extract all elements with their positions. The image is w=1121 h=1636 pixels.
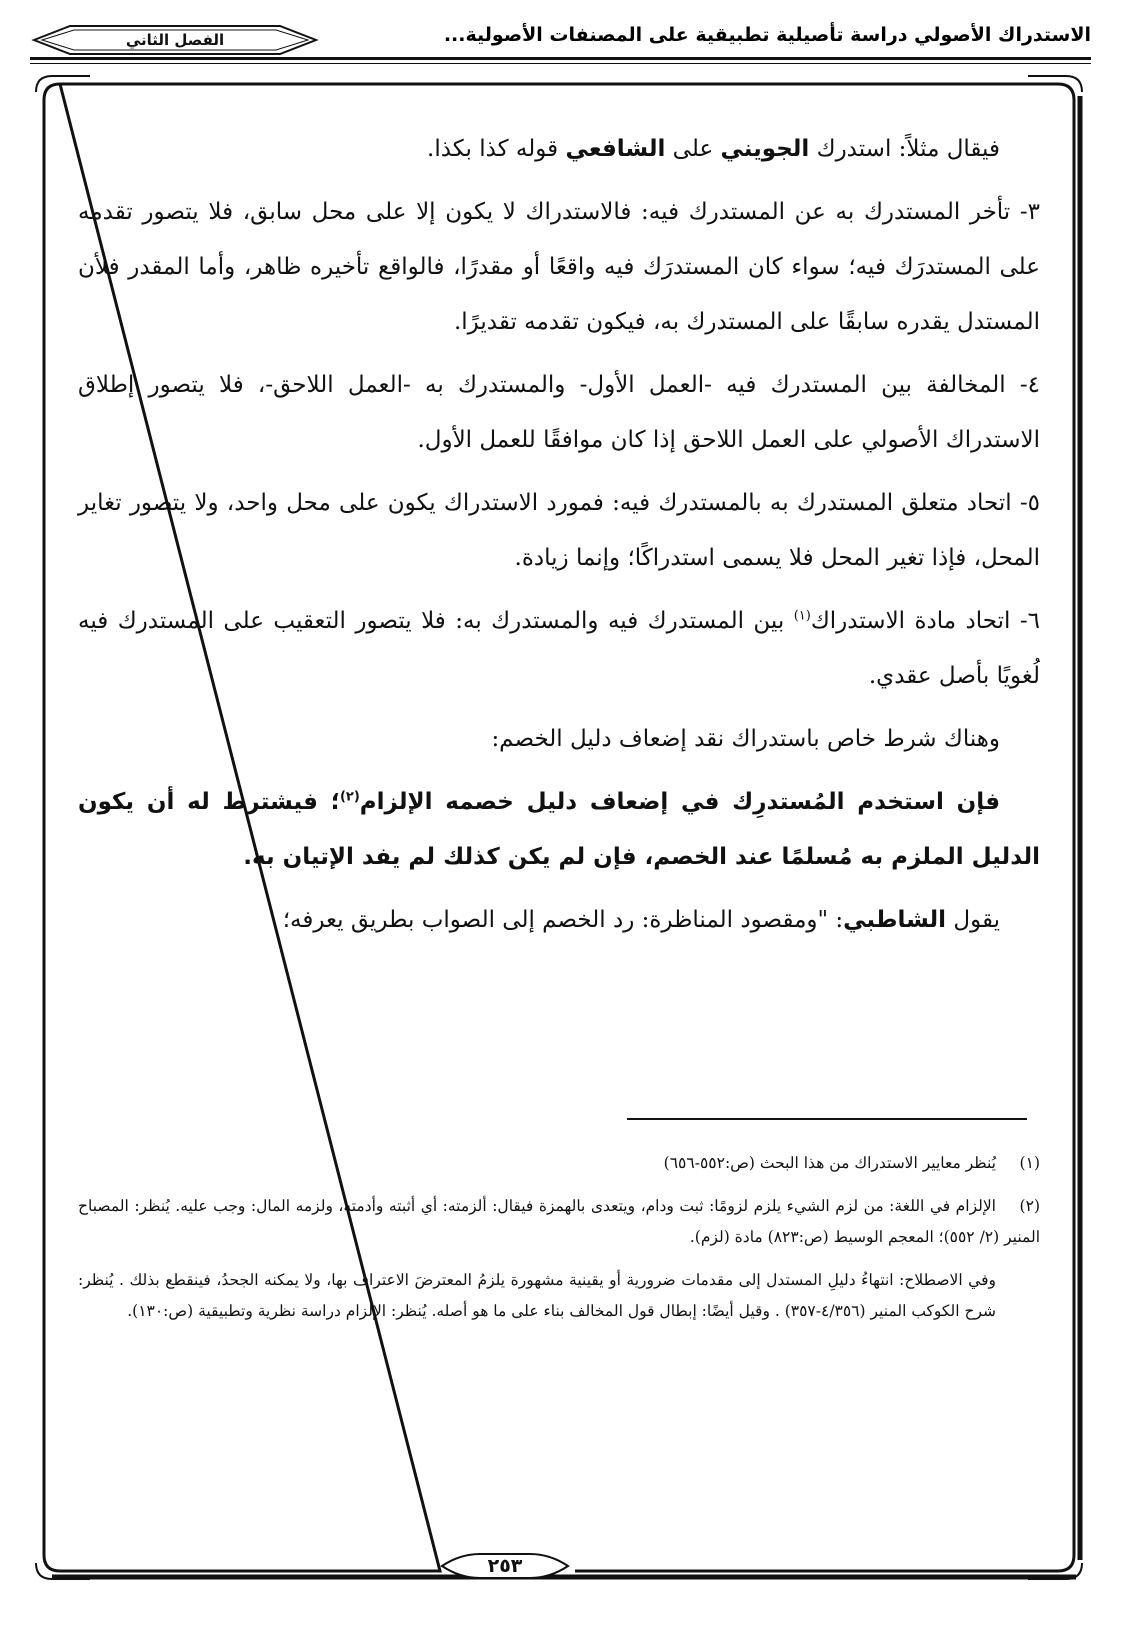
footnotes [78,1148,1040,1339]
footnote-2-number: (٢) [1019,1197,1040,1215]
name-juwayni: الجويني [720,136,810,162]
p1-start: فيقال مثلاً: استدرك [809,136,1000,162]
footnote-2 [78,1191,1040,1253]
p6-start: ٦- اتحاد مادة الاستدراك [810,608,1041,634]
paragraph-condition-3: ٣- تأخر المستدرك به عن المستدرك فيه: فالاستدراك لا يكون إلا على محل سابق، فلا يتصور تقدمه على المستدرَك فيه؛ سواء كان المستدرَك فيه واقعًا أو مقدرًا، فالواقع تأخيره ظاهر، وأما المقدر فلأن المستدل يقدره سابقًا على المستدرك به، فيكون تقدمه تقديرًا. [78,199,1040,335]
p1-mid: على [665,136,721,162]
name-shafii: الشافعي [565,136,666,162]
p1-end: قوله كذا بكذا. [427,136,566,162]
paragraph-condition-4: ٤- المخالفة بين المستدرك فيه -العمل الأول- والمستدرك به -العمل اللاحق-، فلا يتصور إطلاق الاستدراك الأصولي على العمل اللاحق إذا كان موافقًا للعمل الأول. [78,372,1040,453]
p7-end: ؛ فيشترط له أن يكون الدليل الملزم به مُسلمًا عند الخصم، فإن لم يكن كذلك لم يفد الإتيان به. [78,789,1040,870]
p8-start: يقول [946,907,1000,933]
chapter-label: الفصل الثاني [125,31,225,49]
paragraph-shatibi [78,893,1040,948]
page-number: ٢٥٣ [487,1555,523,1577]
running-title: الاستدراك الأصولي دراسة تأصيلية تطبيقية على المصنفات الأصولية... [443,24,1091,46]
footnote-ref-2[interactable]: (٢) [339,789,360,805]
footnote-2-text: الإلزام في اللغة: من لزم الشيء يلزم لزومًا: ثبت ودام، ويتعدى بالهمزة فيقال: ألزمته: أي أثبته وأدمته، ولزمه المال: وجب عليه. يُنظر: المصباح المنير (٢/ ٥٥٢)؛ المعجم الوسيط (ص:٨٢٣) مادة (لزم). [78,1197,1040,1246]
special-condition-heading: وهناك شرط خاص باستدراك نقد إضعاف دليل الخصم: [491,726,1000,752]
footnote-ref-1[interactable]: (١) [793,608,811,624]
p7-start: فإن استخدم المُستدرِك في إضعاف دليل خصمه الإلزام [359,789,1001,815]
footnote-1-number: (١) [1019,1154,1040,1172]
footnote-1 [78,1148,1040,1179]
p6-end: بين المستدرك فيه والمستدرك به: فلا يتصور التعقيب على المستدرك فيه لُغويًا بأصل عقدي. [78,608,1040,689]
paragraph-ilzam [78,775,1040,885]
paragraph-condition-5: ٥- اتحاد متعلق المستدرك به بالمستدرك فيه: فمورد الاستدراك يكون على محل واحد، ولا يتصور تغاير المحل، فإذا تغير المحل فلا يسمى استدراكًا؛ وإنما زيادة. [78,490,1040,571]
page-number-badge [440,1552,570,1580]
footnote-1-text: يُنظر معايير الاستدراك من هذا البحث (ص:٥٥٢-٦٥٦) [663,1154,996,1172]
footnote-2-continued: وفي الاصطلاح: انتهاءُ دليلِ المستدل إلى مقدمات ضرورية أو يقينية مشهورة يلزمُ المعترضَ الاعتراف بها، ولا يمكنه الجحدُ، فينقطع بذلك . يُنظر: شرح الكوكب المنير (٤/٣٥٦-٣٥٧) . وقيل أيضًا: إبطال قول المخالف بناء على ما هو أصله. يُنظر: الإلزام دراسة نظرية وتطبيقية (ص:١٣٠). [78,1271,996,1320]
main-text [78,122,1040,956]
paragraph-1 [78,122,1040,177]
paragraph-condition-6 [78,594,1040,704]
footnote-separator [627,1118,1027,1120]
p8-end: : "ومقصود المناظرة: رد الخصم إلى الصواب بطريق يعرفه؛ [282,907,844,933]
name-shatibi: الشاطبي [843,907,947,933]
